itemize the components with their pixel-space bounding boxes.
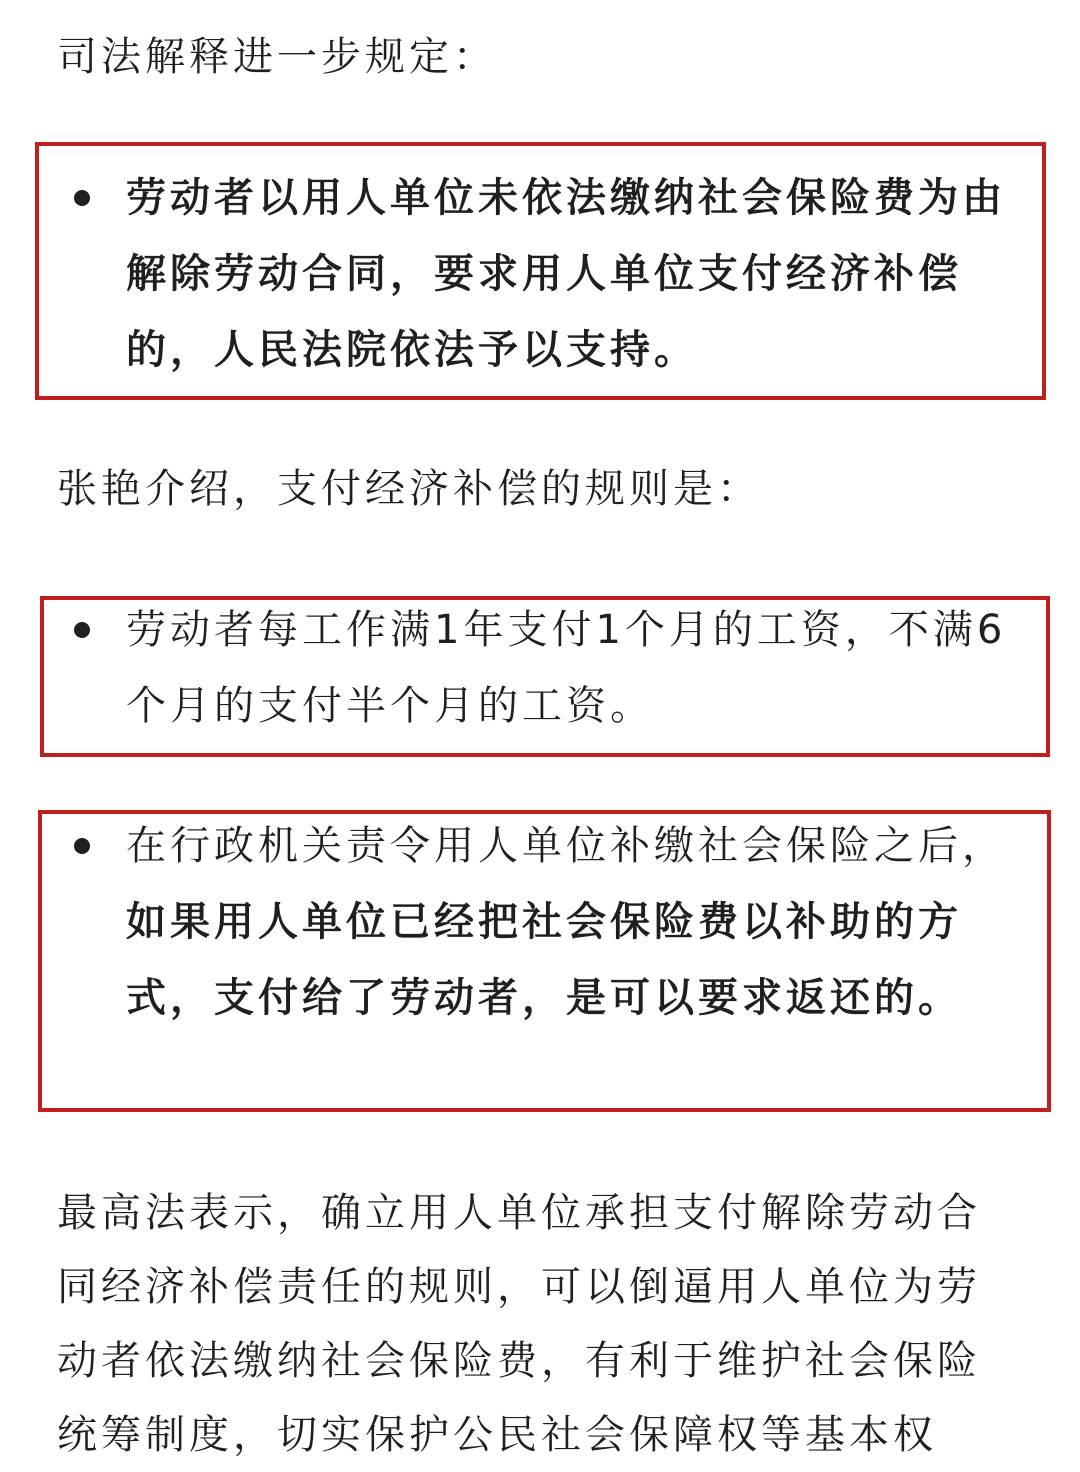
bullet-icon <box>74 838 90 854</box>
box2-bullet-text: 劳动者每工作满1年支付1个月的工资，不满6个月的支付半个月的工资。 <box>126 607 1007 729</box>
bullet-icon <box>74 622 90 638</box>
middle-paragraph: 张艳介绍，支付经济补偿的规则是： <box>57 466 761 512</box>
bullet-icon <box>74 190 90 206</box>
box1-bullet-text: 劳动者以用人单位未依法缴纳社会保险费为由解除劳动合同，要求用人单位支付经济补偿的，人民法院依法予以支持。 <box>126 175 1006 373</box>
box3-text-bold: 如果用人单位已经把社会保险费以补助的方式，支付给了劳动者，是可以要求返还的。 <box>126 899 962 1021</box>
box3-text-normal: 在行政机关责令用人单位补缴社会保险之后， <box>126 823 1006 869</box>
box3-bullet-text <box>126 808 1026 1036</box>
closing-paragraph: 最高法表示，确立用人单位承担支付解除劳动合同经济补偿责任的规则，可以倒逼用人单位为劳动者依法缴纳社会保险费，有利于维护社会保险统筹制度，切实保护公民社会保障权等基本权 <box>57 1190 981 1458</box>
intro-paragraph: 司法解释进一步规定： <box>57 34 497 80</box>
